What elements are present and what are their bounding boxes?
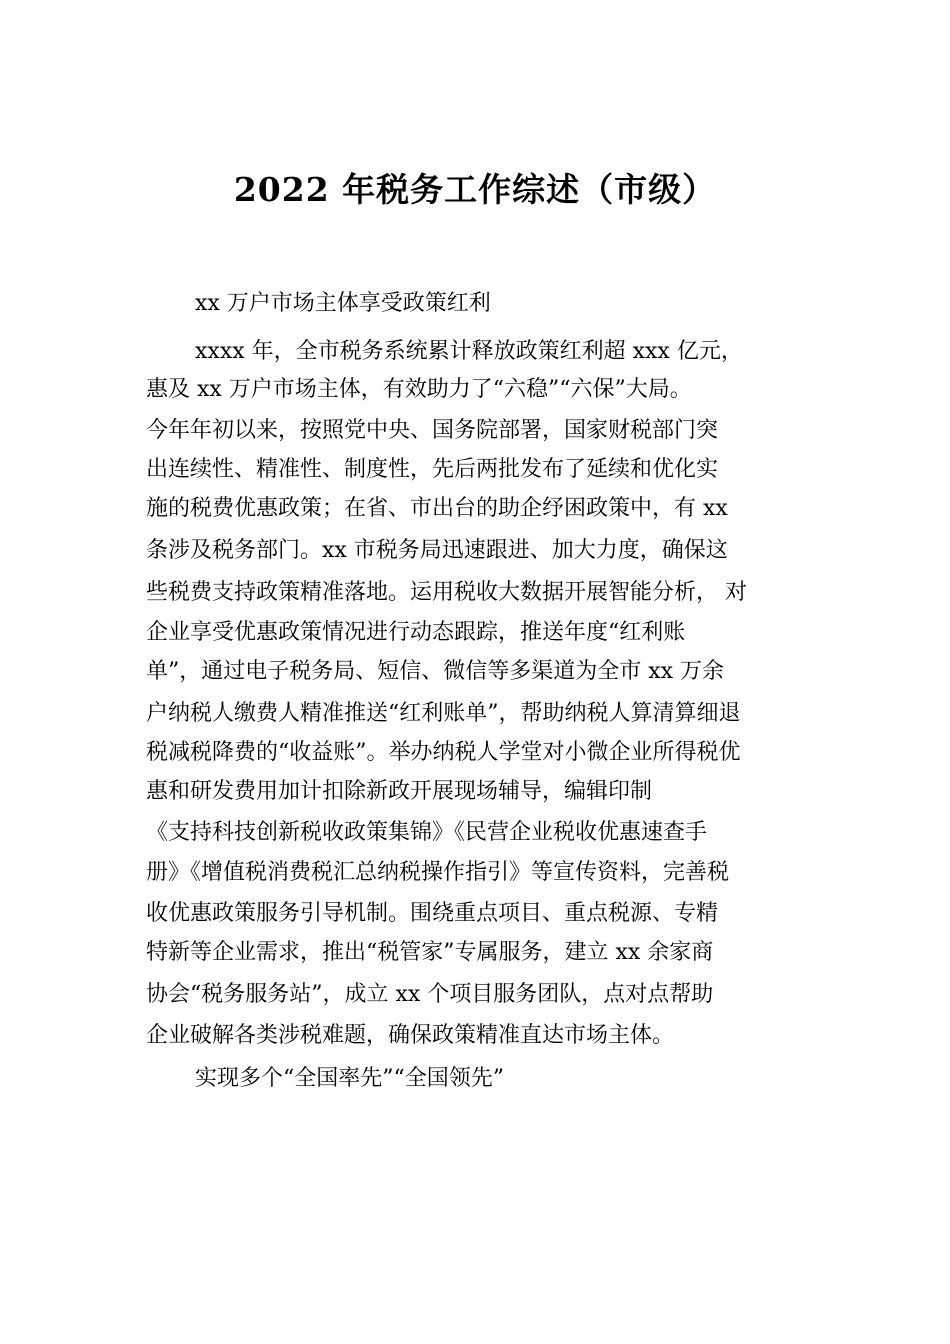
paragraph-line: 条涉及税务部门。xx 市税务局迅速跟进、加大力度，确保这 (146, 538, 728, 563)
document-title: 2022 年税务工作综述（市级） (233, 170, 717, 209)
paragraph-line: 惠及 xx 万户市场主体，有效助力了“六稳”“六保”大局。 (146, 377, 692, 402)
paragraph-line: 惠和研发费用加计扣除新政开展现场辅导，编辑印制 (146, 779, 653, 804)
paragraph-line: 册》《增值税消费税汇总纳税操作指引》等宣传资料，完善税 (146, 860, 730, 885)
section-heading: 实现多个“全国率先”“全国领先” (195, 1066, 504, 1091)
paragraph-line: 施的税费优惠政策；在省、市出台的助企纾困政策中，有 xx (146, 496, 728, 521)
paragraph-line: 户纳税人缴费人精准推送“红利账单”，帮助纳税人算清算细退 (146, 701, 741, 726)
paragraph-line: 企业享受优惠政策情况进行动态跟踪，推送年度“红利账 (146, 620, 686, 645)
paragraph-line: 些税费支持政策精准落地。运用税收大数据开展智能分析， 对 (146, 580, 747, 605)
paragraph-line: 特新等企业需求，推出“税管家”专属服务，建立 xx 余家商 (146, 940, 714, 965)
paragraph-line: 单”，通过电子税务局、短信、微信等多渠道为全市 xx 万余 (146, 659, 725, 684)
paragraph-line: 出连续性、精准性、制度性，先后两批发布了延续和优化实 (146, 457, 719, 482)
paragraph-line: 收优惠政策服务引导机制。围绕重点项目、重点税源、专精 (146, 901, 719, 926)
section-heading: xx 万户市场主体享受政策红利 (195, 291, 491, 316)
paragraph-line: 企业破解各类涉税难题，确保政策精准直达市场主体。 (146, 1023, 675, 1048)
paragraph-line: 《支持科技创新税收政策集锦》《民营企业税收优惠速查手 (146, 820, 708, 845)
paragraph-line: xxxx 年，全市税务系统累计释放政策红利超 xxx 亿元， (195, 339, 743, 364)
paragraph-line: 税减税降费的“收益账”。举办纳税人学堂对小微企业所得税优 (146, 740, 741, 765)
paragraph-line: 今年年初以来，按照党中央、国务院部署，国家财税部门突 (146, 418, 719, 443)
paragraph-line: 协会“税务服务站”，成立 xx 个项目服务团队，点对点帮助 (146, 982, 714, 1007)
